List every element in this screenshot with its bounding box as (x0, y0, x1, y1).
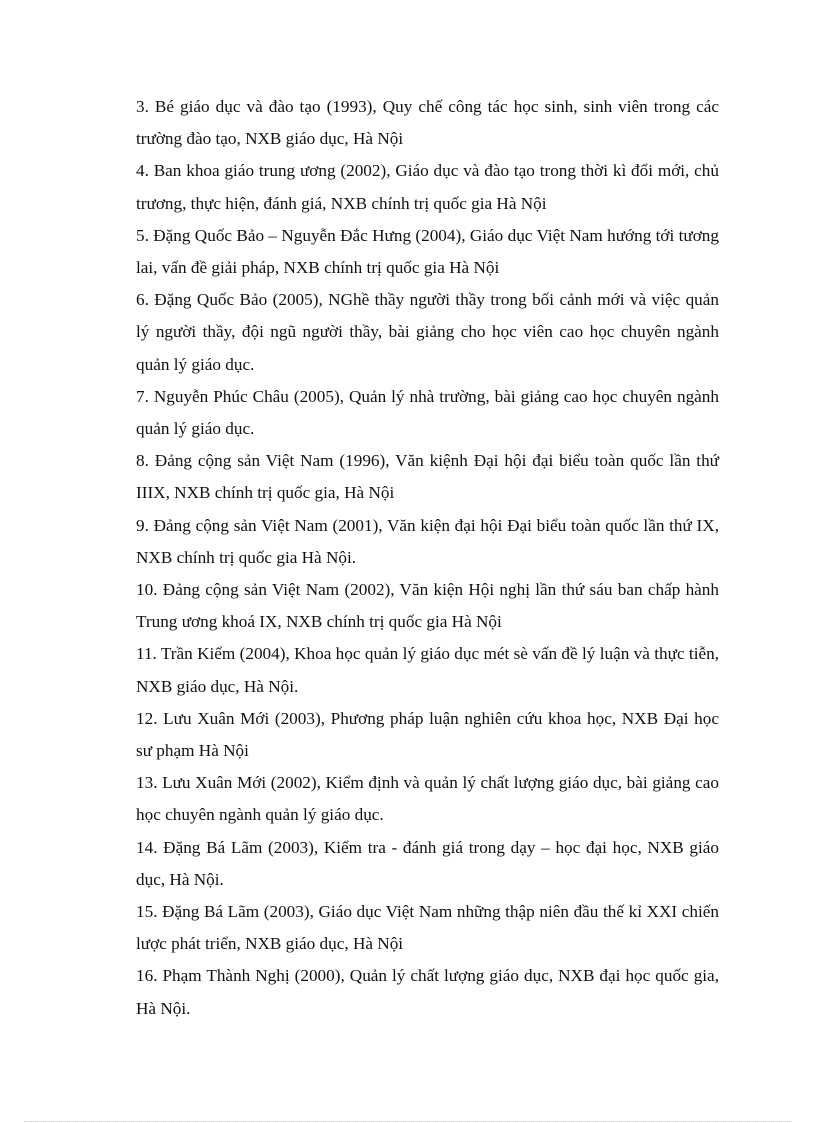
reference-entry-4: 4. Ban khoa giáo trung ương (2002), Giáo dục và đào tạo trong thời kì đổi mới, chủ trương, thực hiện, đánh giá, NXB chính trị quốc gia Hà Nội (136, 161, 719, 213)
reference-entry-15: 15. Đặng Bá Lãm (2003), Giáo dục Việt Nam những thập niên đầu thế kỉ XXI chiến lược phát triển, NXB giáo dục, Hà Nội (136, 902, 719, 954)
reference-entry-7: 7. Nguyễn Phúc Châu (2005), Quản lý nhà trường, bài giảng cao học chuyên ngành quản lý giáo dục. (136, 386, 719, 439)
page-bottom-divider (24, 1121, 792, 1122)
reference-entry-14: 14. Đặng Bá Lãm (2003), Kiểm tra - đánh giá trong dạy – học đại học, NXB giáo dục, Hà Nội. (136, 837, 719, 889)
reference-entry-5: 5. Đặng Quốc Bảo – Nguyễn Đắc Hưng (2004), Giáo dục Việt Nam hướng tới tương lai, vấn đề giải pháp, NXB chính trị quốc gia Hà Nội (136, 225, 719, 278)
reference-entry-13: 13. Lưu Xuân Mới (2002), Kiểm định và quản lý chất lượng giáo dục, bài giảng cao học chuyên ngành quản lý giáo dục. (136, 773, 719, 825)
reference-entry-11: 11. Trần Kiểm (2004), Khoa học quản lý giáo dục mét sè vấn đề lý luận và thực tiễn, NXB giáo dục, Hà Nội. (136, 644, 719, 696)
reference-entry-6: 6. Đặng Quốc Bảo (2005), NGhề thầy người thầy trong bối cảnh mới và việc quản lý người thầy, đội ngũ người thầy, bài giảng cho học viên cao học chuyên ngành quản lý giáo dục. (136, 290, 719, 374)
reference-entry-3: 3. Bé giáo dục và đào tạo (1993), Quy chế công tác học sinh, sinh viên trong các trường đào tạo, NXB giáo dục, Hà Nội (136, 97, 719, 149)
reference-list (136, 91, 719, 1025)
reference-entry-8: 8. Đảng cộng sản Việt Nam (1996), Văn kiệnh Đại hội đại biểu toàn quốc lần thứ IIIX, NXB chính trị quốc gia, Hà Nội (136, 451, 719, 503)
reference-entry-16: 16. Phạm Thành Nghị (2000), Quản lý chất lượng giáo dục, NXB đại học quốc gia, Hà Nội. (136, 966, 719, 1018)
reference-entry-10: 10. Đảng cộng sản Việt Nam (2002), Văn kiện Hội nghị lần thứ sáu ban chấp hành Trung ương khoá IX, NXB chính trị quốc gia Hà Nội (136, 580, 719, 632)
reference-entry-9: 9. Đảng cộng sản Việt Nam (2001), Văn kiện đại hội Đại biểu toàn quốc lần thứ IX, NXB chính trị quốc gia Hà Nội. (136, 515, 719, 567)
reference-entry-12: 12. Lưu Xuân Mới (2003), Phương pháp luận nghiên cứu khoa học, NXB Đại học sư phạm Hà Nội (136, 708, 719, 761)
